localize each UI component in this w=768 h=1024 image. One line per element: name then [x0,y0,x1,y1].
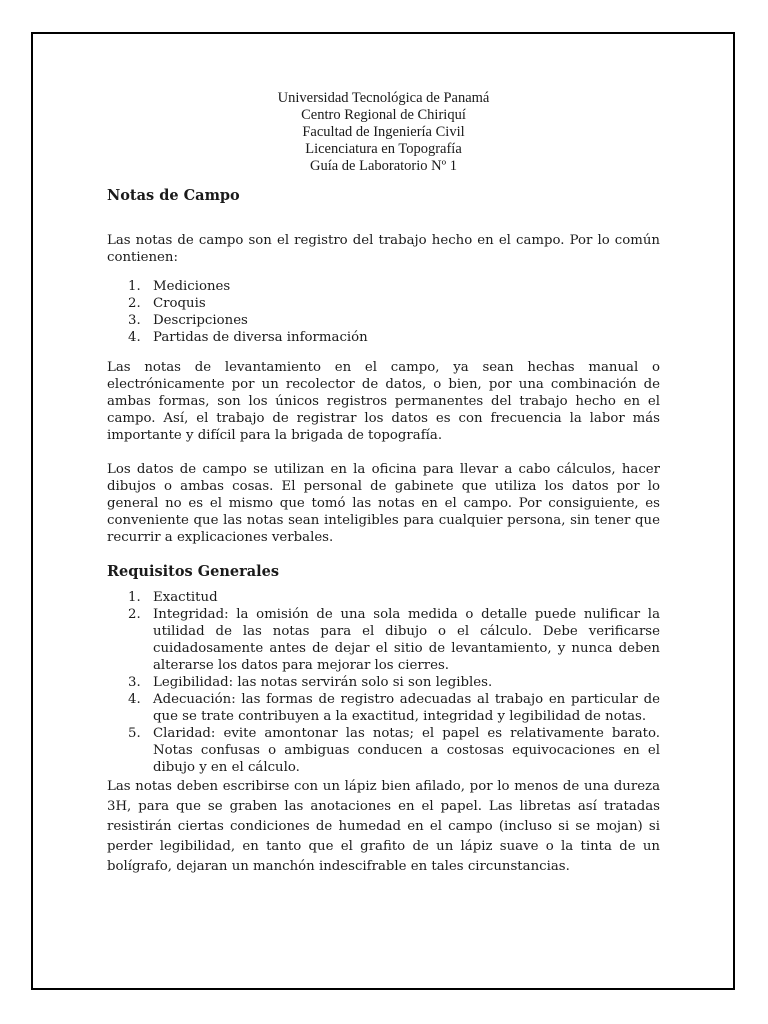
list-number: 2. [128,296,141,311]
list-item [107,589,660,606]
intro-paragraph: Las notas de campo son el registro del trabajo hecho en el campo. Por lo común contienen: [107,233,660,265]
list-item-text: Mediciones [153,279,231,294]
list-number: 3. [128,313,141,328]
regional-center: Centro Regional de Chiriquí [301,107,466,123]
requirements-list [107,589,660,776]
section-heading-requisitos-generales: Requisitos Generales [107,563,280,580]
list-item [107,691,660,725]
list-number: 5. [128,726,141,741]
list-item-text: Croquis [153,296,206,311]
list-item-text: Claridad: evite amontonar las notas; el papel es relativamente barato. Notas confusas o ambiguas conducen a costosas equivocaciones en el dibujo y en el cálculo. [153,726,660,775]
document-body [107,90,660,877]
list-item-text: Exactitud [153,590,218,605]
field-data-paragraph: Los datos de campo se utilizan en la oficina para llevar a cabo cálculos, hacer dibujos o ambas cosas. El personal de gabinete que utiliza los datos por lo general no es el mismo que tomó las notas en el campo. Por consiguiente, es conveniente que las notas sean inteligibles para cualquier persona, sin tener que recurrir a explicaciones verbales. [107,462,660,545]
section-heading-notas-de-campo: Notas de Campo [107,187,240,204]
document-header [107,90,660,175]
list-item-text: Integridad: la omisión de una sola medida o detalle puede nulificar la utilidad de las notas para el dibujo o el cálculo. Debe verificarse cuidadosamente antes de dejar el sitio de levantamiento, y nunca deben alterarse los datos para mejorar los cierres. [153,607,660,673]
list-item-text: Partidas de diversa información [153,330,368,345]
survey-notes-paragraph: Las notas de levantamiento en el campo, ya sean hechas manual o electrónicamente por un recolector de datos, o bien, por una combinación de ambas formas, son los únicos registros permanentes del trabajo hecho en el campo. Así, el trabajo de registrar los datos es con frecuencia la labor más importante y difícil para la brigada de topografía. [107,360,660,443]
contents-list [107,278,660,346]
list-item [107,725,660,776]
list-number: 1. [128,279,141,294]
university-name: Universidad Tecnológica de Panamá [277,90,490,106]
list-number: 4. [128,692,141,707]
list-item [107,312,660,329]
list-item [107,606,660,674]
list-item-text: Legibilidad: las notas servirán solo si son legibles. [153,675,493,690]
list-item-text: Adecuación: las formas de registro adecuadas al trabajo en particular de que se trate contribuyen a la exactitud, integridad y legibilidad de notas. [153,692,660,724]
list-number: 3. [128,675,141,690]
lab-guide-title: Guía de Laboratorio Nº 1 [309,158,458,174]
list-item-text: Descripciones [153,313,248,328]
list-number: 1. [128,590,141,605]
list-item [107,329,660,346]
list-number: 2. [128,607,141,622]
degree-name: Licenciatura en Topografía [305,141,462,157]
list-item [107,295,660,312]
faculty-name: Facultad de Ingeniería Civil [302,124,465,140]
list-item [107,674,660,691]
list-number: 4. [128,330,141,345]
pencil-paragraph: Las notas deben escribirse con un lápiz bien afilado, por lo menos de una dureza 3H, para que se graben las anotaciones en el papel. Las libretas así tratadas resistirán ciertas condiciones de humedad en el campo (incluso si se mojan) si perder legibilidad, en tanto que el grafito de un lápiz suave o la tinta de un bolígrafo, dejaran un manchón indescifrable en tales circunstancias. [107,779,660,874]
list-item [107,278,660,295]
